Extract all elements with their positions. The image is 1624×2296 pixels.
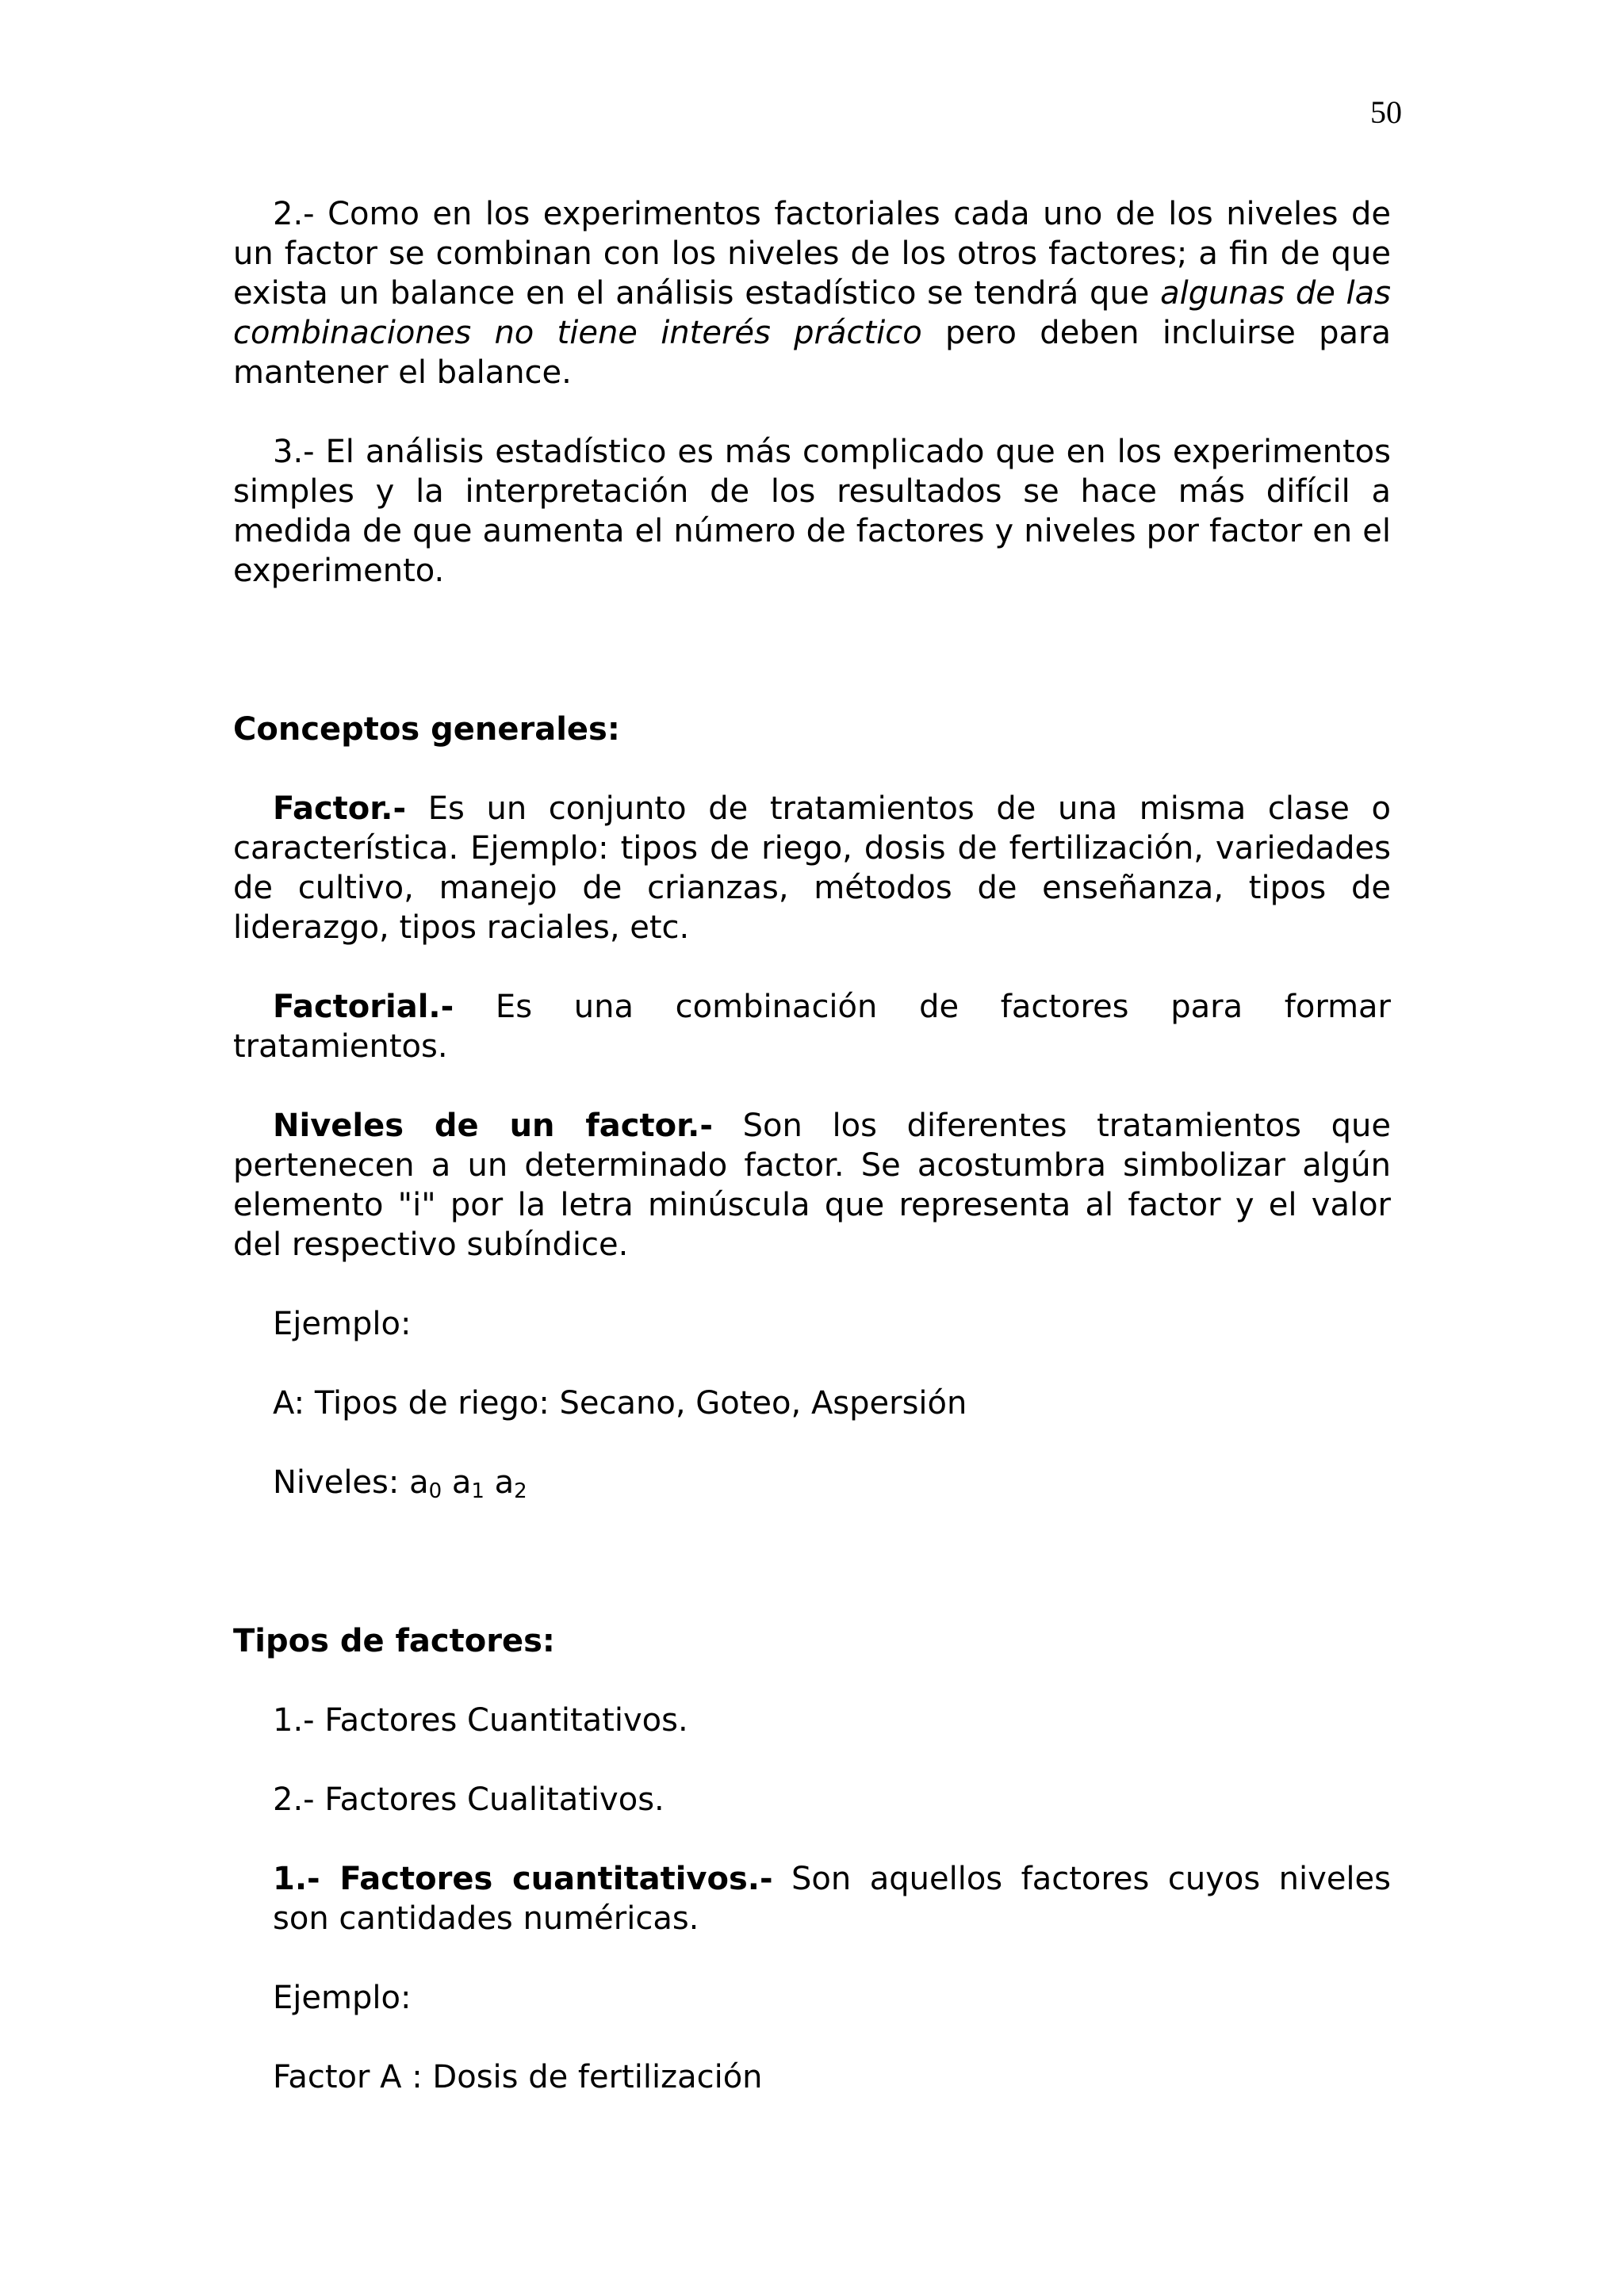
level-a1: $a_1$ xyxy=(451,1464,485,1503)
cuantitativos-definition xyxy=(273,1859,1391,1938)
niveles-label: Niveles: xyxy=(273,1464,410,1501)
conceptos-heading: Conceptos generales: xyxy=(233,711,620,748)
paragraph-2 xyxy=(233,194,1391,392)
ejemplo-riego: A: Tipos de riego: Secano, Goteo, Aspersión xyxy=(273,1385,967,1422)
tipos-item-2: 2.- Factores Cualitativos. xyxy=(273,1781,665,1818)
factorial-definition xyxy=(233,987,1391,1066)
tipos-item-1: 1.- Factores Cuantitativos. xyxy=(273,1702,688,1739)
paragraph-2-text-b: pero deben incluirse para mantener el balance. xyxy=(233,315,1391,391)
factor-a-line: Factor A : Dosis de fertilización xyxy=(273,2059,763,2095)
niveles-definition xyxy=(233,1106,1391,1265)
factor-term: Factor.- xyxy=(273,790,407,827)
factor-text: Es un conjunto de tratamientos de una misma clase o característica. Ejemplo: tipos de riego, dosis de fertilización, variedades de cultivo, manejo de crianzas, métodos de enseñanza, tipos de liderazgo, tipos raciales, etc. xyxy=(233,790,1391,946)
niveles-term: Niveles de un factor.- xyxy=(273,1108,713,1144)
tipos-heading: Tipos de factores: xyxy=(233,1623,555,1659)
paragraph-3: 3.- El análisis estadístico es más complicado que en los experimentos simples y la interpretación de los resultados se hace más difícil a medida de que aumenta el número de factores y niveles por factor en el experimento. xyxy=(233,434,1391,589)
cuantitativos-text: Son aquellos factores cuyos niveles son cantidades numéricas. xyxy=(273,1861,1391,1937)
factor-definition xyxy=(233,789,1391,947)
factorial-term: Factorial.- xyxy=(273,989,454,1025)
cuantitativos-term: 1.- Factores cuantitativos.- xyxy=(273,1861,773,1897)
ejemplo-label: Ejemplo: xyxy=(273,1306,412,1342)
paragraph-2-italic: algunas de las combinaciones no tiene interés práctico xyxy=(233,275,1392,351)
factorial-text: Es una combinación de factores para formar tratamientos. xyxy=(233,989,1391,1065)
page-number: 50 xyxy=(1370,94,1402,130)
tipos-ejemplo-label: Ejemplo: xyxy=(273,1980,412,2016)
level-a0: $a_0$ xyxy=(409,1464,442,1503)
niveles-line xyxy=(273,1463,1391,1502)
level-a2: $a_2$ xyxy=(494,1464,527,1503)
niveles-text: Son los diferentes tratamientos que pertenecen a un determinado factor. Se acostumbra simbolizar algún elemento "i" por la letra minúscula que representa al factor y el valor del respectivo subíndice. xyxy=(233,1108,1392,1263)
paragraph-2-text-a: 2.- Como en los experimentos factoriales cada uno de los niveles de un factor se combinan con los niveles de los otros factores; a fin de que exista un balance en el análisis estadístico se tendrá que xyxy=(233,196,1391,312)
